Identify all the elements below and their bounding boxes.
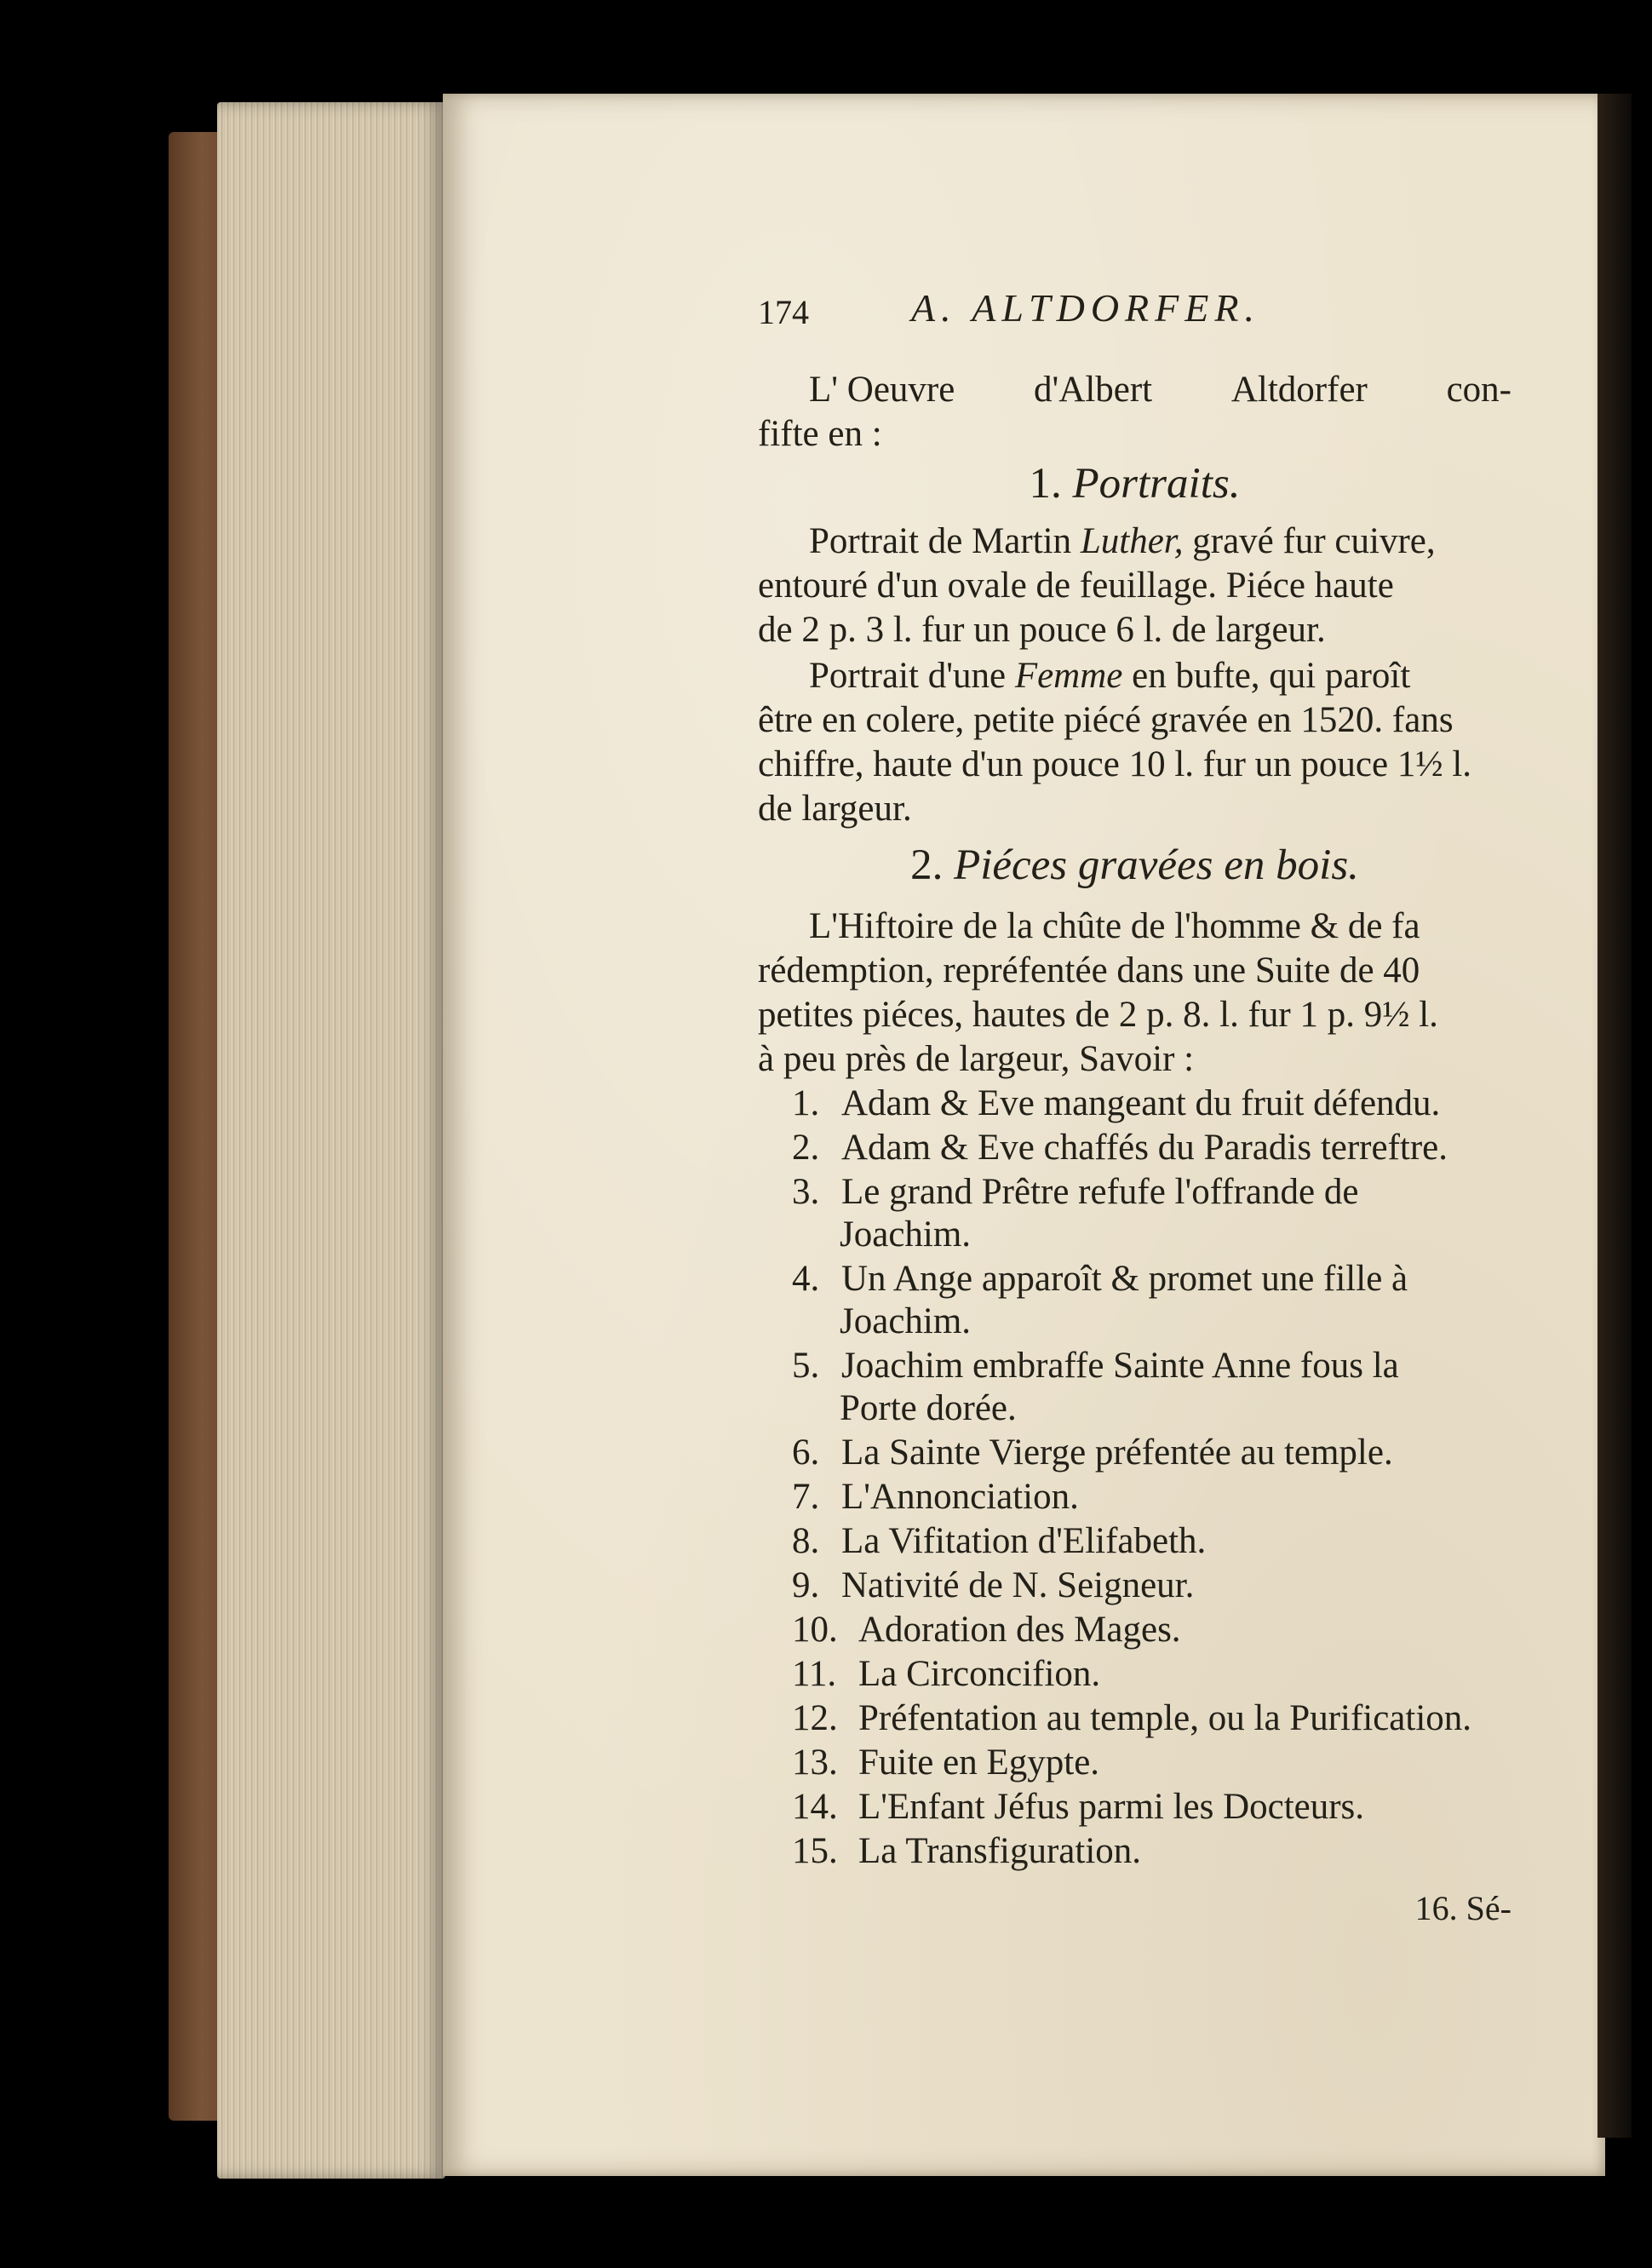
list-item-continuation: Porte dorée. — [840, 1388, 1017, 1428]
list-item: 2. Adam & Eve chaffés du Paradis terreftre. — [792, 1128, 1448, 1168]
list-item: 14. L'Enfant Jéfus parmi les Docteurs. — [792, 1787, 1365, 1827]
portrait-1-line-1: Portrait de Martin Luther, gravé fur cuivre, — [809, 521, 1436, 561]
list-item: 3. Le grand Prêtre refufe l'offrande de — [792, 1172, 1359, 1212]
woodcut-intro-line-2: rédemption, repréfentée dans une Suite de 40 — [758, 950, 1420, 990]
gutter-shadow — [1598, 94, 1632, 2138]
page-edges — [217, 102, 445, 2179]
portrait-2-line-3: chiffre, haute d'un pouce 10 l. fur un pouce 1½ l. — [758, 744, 1472, 784]
list-item: 12. Préfentation au temple, ou la Purification. — [792, 1698, 1472, 1738]
woodcut-intro-line-3: petites piéces, hautes de 2 p. 8. l. fur 1 p. 9½ l. — [758, 995, 1438, 1035]
list-item: 1. Adam & Eve mangeant du fruit défendu. — [792, 1083, 1441, 1123]
list-item: 13. Fuite en Egypte. — [792, 1743, 1100, 1783]
list-item: 5. Joachim embraffe Sainte Anne fous la — [792, 1346, 1399, 1386]
intro-line-1: L' Oeuvre d'Albert Altdorfer con- — [809, 370, 1511, 410]
portrait-2-line-2: être en colere, petite piécé gravée en 1520. fans — [758, 700, 1454, 740]
portrait-2-line-4: de largeur. — [758, 789, 912, 829]
section-heading-woodcuts: 2. Piéces gravées en bois. — [910, 841, 1359, 889]
portrait-2-line-1: Portrait d'une Femme en bufte, qui paroît — [809, 656, 1411, 696]
list-item: 8. La Vifitation d'Elifabeth. — [792, 1521, 1207, 1561]
page-number: 174 — [758, 293, 809, 331]
section-heading-portraits: 1. Portraits. — [1029, 460, 1241, 508]
list-item: 6. La Sainte Vierge préfentée au temple. — [792, 1433, 1393, 1473]
list-item: 15. La Transfiguration. — [792, 1831, 1142, 1871]
list-item: 7. L'Annonciation. — [792, 1477, 1079, 1517]
intro-line-2: fifte en : — [758, 414, 882, 454]
list-item: 9. Nativité de N. Seigneur. — [792, 1565, 1195, 1605]
woodcut-intro-line-1: L'Hiftoire de la chûte de l'homme & de fa — [809, 906, 1420, 946]
portrait-1-line-3: de 2 p. 3 l. fur un pouce 6 l. de largeur. — [758, 610, 1326, 650]
list-item: 11. La Circoncifion. — [792, 1654, 1101, 1694]
catchword: 16. Sé- — [1414, 1889, 1511, 1927]
woodcut-intro-line-4: à peu près de largeur, Savoir : — [758, 1039, 1195, 1079]
list-item: 4. Un Ange apparoît & promet une fille à — [792, 1259, 1408, 1299]
list-item-continuation: Joachim. — [840, 1301, 972, 1341]
running-head: A. ALTDORFER. — [911, 286, 1260, 330]
page-header — [758, 285, 1511, 338]
list-item-continuation: Joachim. — [840, 1214, 972, 1255]
portrait-1-line-2: entouré d'un ovale de feuillage. Piéce haute — [758, 566, 1394, 606]
list-item: 10. Adoration des Mages. — [792, 1610, 1181, 1650]
